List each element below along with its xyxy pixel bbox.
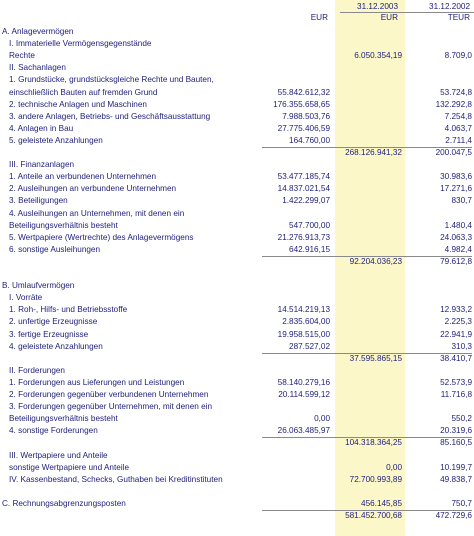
row-label: 2. Ausleihungen an verbundene Unternehmen <box>9 184 177 193</box>
table-row <box>0 330 474 340</box>
value-subitem: 19.958.515,00 <box>277 330 330 339</box>
table-row <box>0 172 474 182</box>
table-row <box>0 233 474 243</box>
value-current-year: 581.452.700,68 <box>345 511 402 520</box>
value-prior-year: 11.716,8 <box>440 390 472 399</box>
subtotal-rule <box>262 437 472 438</box>
row-label: Beteiligungsverhältnis besteht <box>9 414 118 423</box>
value-current-year: 104.318.364,25 <box>345 438 402 447</box>
table-row <box>0 342 474 352</box>
table-row <box>0 269 474 279</box>
value-subitem: 642.916,15 <box>289 245 330 254</box>
value-subitem: 21.276.913,73 <box>277 233 330 242</box>
value-prior-year: 2.711,4 <box>445 136 472 145</box>
value-prior-year: 20.319,6 <box>440 426 472 435</box>
row-label: 4. Ausleihungen an Unternehmen, mit denen ein <box>9 209 185 218</box>
value-subitem: 58.140.279,16 <box>277 378 330 387</box>
table-row <box>0 402 474 412</box>
header-currency-prior: TEUR <box>447 13 470 22</box>
value-prior-year: 200.047,5 <box>435 148 472 157</box>
row-label: 3. Forderungen gegenüber Unternehmen, mit denen ein <box>9 402 213 411</box>
value-prior-year: 4.982,4 <box>444 245 472 254</box>
value-prior-year: 49.838,7 <box>440 475 472 484</box>
row-label: 3. andere Anlagen, Betriebs- und Geschäftsausstattung <box>9 112 211 121</box>
value-prior-year: 310,3 <box>451 342 472 351</box>
table-row <box>0 136 474 146</box>
row-label: Rechte <box>9 51 35 60</box>
value-subitem: 547.700,00 <box>289 221 330 230</box>
subtotal-rule <box>262 256 472 257</box>
value-prior-year: 17.271,6 <box>440 184 472 193</box>
value-subitem: 14.837.021,54 <box>277 184 330 193</box>
table-row <box>0 148 474 158</box>
value-prior-year: 7.254,8 <box>444 112 472 121</box>
table-row <box>0 112 474 122</box>
table-row <box>0 160 474 170</box>
value-prior-year: 8.709,0 <box>444 51 472 60</box>
row-label: 2. Forderungen gegenüber verbundenen Unternehmen <box>9 390 209 399</box>
value-subitem: 20.114.599,12 <box>278 390 330 399</box>
value-subitem: 287.527,02 <box>289 342 330 351</box>
header-currency-current: EUR <box>380 13 398 22</box>
row-label: sonstige Wertpapiere und Anteile <box>9 463 130 472</box>
row-label: A. Anlagevermögen <box>2 27 74 36</box>
row-label: 4. geleistete Anzahlungen <box>9 342 103 351</box>
table-row <box>0 451 474 461</box>
table-row <box>0 317 474 327</box>
row-label: 3. Beteiligungen <box>9 196 68 205</box>
value-current-year: 0,00 <box>386 463 402 472</box>
subtotal-rule <box>262 510 472 511</box>
table-row <box>0 100 474 110</box>
value-subitem: 55.842.612,32 <box>277 88 330 97</box>
value-prior-year: 30.983,6 <box>440 172 472 181</box>
table-row <box>0 511 474 521</box>
row-label: 2. unfertige Erzeugnisse <box>9 317 98 326</box>
table-row <box>0 63 474 73</box>
subtotal-rule <box>262 353 472 354</box>
row-label: 1. Roh-, Hilfs- und Betriebsstoffe <box>9 305 128 314</box>
value-prior-year: 750,7 <box>451 499 472 508</box>
table-row <box>0 426 474 436</box>
table-row <box>0 51 474 61</box>
table-row <box>0 75 474 85</box>
value-subitem: 14.514.219,13 <box>277 305 330 314</box>
value-current-year: 6.050.354,19 <box>354 51 402 60</box>
row-label: III. Finanzanlagen <box>9 160 75 169</box>
row-label: III. Wertpapiere und Anteile <box>9 451 108 460</box>
value-current-year: 268.126.941,32 <box>345 148 402 157</box>
table-row <box>0 487 474 497</box>
table-row <box>0 366 474 376</box>
table-row <box>0 88 474 98</box>
value-prior-year: 12.933,2 <box>440 305 472 314</box>
table-row <box>0 245 474 255</box>
row-label: II. Forderungen <box>9 366 65 375</box>
table-row <box>0 305 474 315</box>
table-row <box>0 221 474 231</box>
row-label: 1. Anteile an verbundenen Unternehmen <box>9 172 157 181</box>
value-subitem: 2.835.604,00 <box>282 317 330 326</box>
value-prior-year: 85.160,5 <box>440 438 472 447</box>
value-prior-year: 472.729,6 <box>435 511 472 520</box>
value-current-year: 72.700.993,89 <box>349 475 402 484</box>
value-subitem: 164.760,00 <box>289 136 330 145</box>
value-prior-year: 4.063,7 <box>444 124 472 133</box>
row-label: Beteiligungsverhältnis besteht <box>9 221 118 230</box>
row-label: 3. fertige Erzeugnisse <box>9 330 89 339</box>
value-prior-year: 38.410,7 <box>440 354 472 363</box>
row-label: 6. sonstige Ausleihungen <box>9 245 101 254</box>
value-prior-year: 2.225,3 <box>444 317 472 326</box>
row-label: I. Immaterielle Vermögensgegenstände <box>9 39 152 48</box>
value-subitem: 53.477.185,74 <box>277 172 330 181</box>
value-prior-year: 52.573,9 <box>440 378 472 387</box>
value-prior-year: 79.612,8 <box>440 257 472 266</box>
table-row <box>0 463 474 473</box>
row-label: IV. Kassenbestand, Schecks, Guthaben bei Kreditinstituten <box>9 475 223 484</box>
row-label: B. Umlaufvermögen <box>2 281 75 290</box>
row-label: 4. sonstige Forderungen <box>9 426 98 435</box>
table-row <box>0 124 474 134</box>
row-label: einschließlich Bauten auf fremden Grund <box>9 88 158 97</box>
table-row <box>0 438 474 448</box>
table-row <box>0 378 474 388</box>
value-current-year: 92.204.036,23 <box>349 257 402 266</box>
row-label: 1. Grundstücke, grundstücksgleiche Rechte und Bauten, <box>9 75 214 84</box>
table-row <box>0 499 474 509</box>
table-row <box>0 27 474 37</box>
table-row <box>0 293 474 303</box>
table-row <box>0 354 474 364</box>
row-label: C. Rechnungsabgrenzungsposten <box>2 499 126 508</box>
row-label: 4. Anlagen in Bau <box>9 124 74 133</box>
table-row <box>0 414 474 424</box>
table-row <box>0 475 474 485</box>
value-subitem: 7.988.503,76 <box>282 112 330 121</box>
value-prior-year: 53.724,8 <box>440 88 472 97</box>
table-row <box>0 390 474 400</box>
value-prior-year: 24.063,3 <box>440 233 472 242</box>
row-label: 2. technische Anlagen und Maschinen <box>9 100 147 109</box>
row-label: 5. geleistete Anzahlungen <box>9 136 103 145</box>
value-prior-year: 22.941,9 <box>440 330 472 339</box>
value-prior-year: 830,7 <box>451 196 472 205</box>
value-subitem: 26.063.485,97 <box>277 426 330 435</box>
table-row <box>0 257 474 267</box>
value-current-year: 456.145,85 <box>361 499 402 508</box>
value-prior-year: 550,2 <box>451 414 472 423</box>
value-prior-year: 1.480,4 <box>444 221 472 230</box>
value-prior-year: 10.199,7 <box>440 463 472 472</box>
table-row <box>0 184 474 194</box>
subtotal-rule <box>262 147 472 148</box>
value-subitem: 27.775.406,59 <box>277 124 330 133</box>
table-row <box>0 196 474 206</box>
table-row <box>0 39 474 49</box>
row-label: 1. Forderungen aus Lieferungen und Leistungen <box>9 378 185 387</box>
header-date-prior: 31.12.2002 <box>429 2 470 11</box>
header-currency-subitems: EUR <box>310 13 328 22</box>
table-row <box>0 281 474 291</box>
table-row <box>0 209 474 219</box>
value-prior-year: 132.292,8 <box>435 100 472 109</box>
value-subitem: 0,00 <box>314 414 330 423</box>
header-date-current: 31.12.2003 <box>357 2 398 11</box>
value-subitem: 1.422.299,07 <box>282 196 330 205</box>
row-label: I. Vorräte <box>9 293 43 302</box>
value-subitem: 176.355.658,65 <box>273 100 330 109</box>
row-label: II. Sachanlagen <box>9 63 66 72</box>
row-label: 5. Wertpapiere (Wertrechte) des Anlagevermögens <box>9 233 194 242</box>
value-current-year: 37.595.865,15 <box>349 354 402 363</box>
